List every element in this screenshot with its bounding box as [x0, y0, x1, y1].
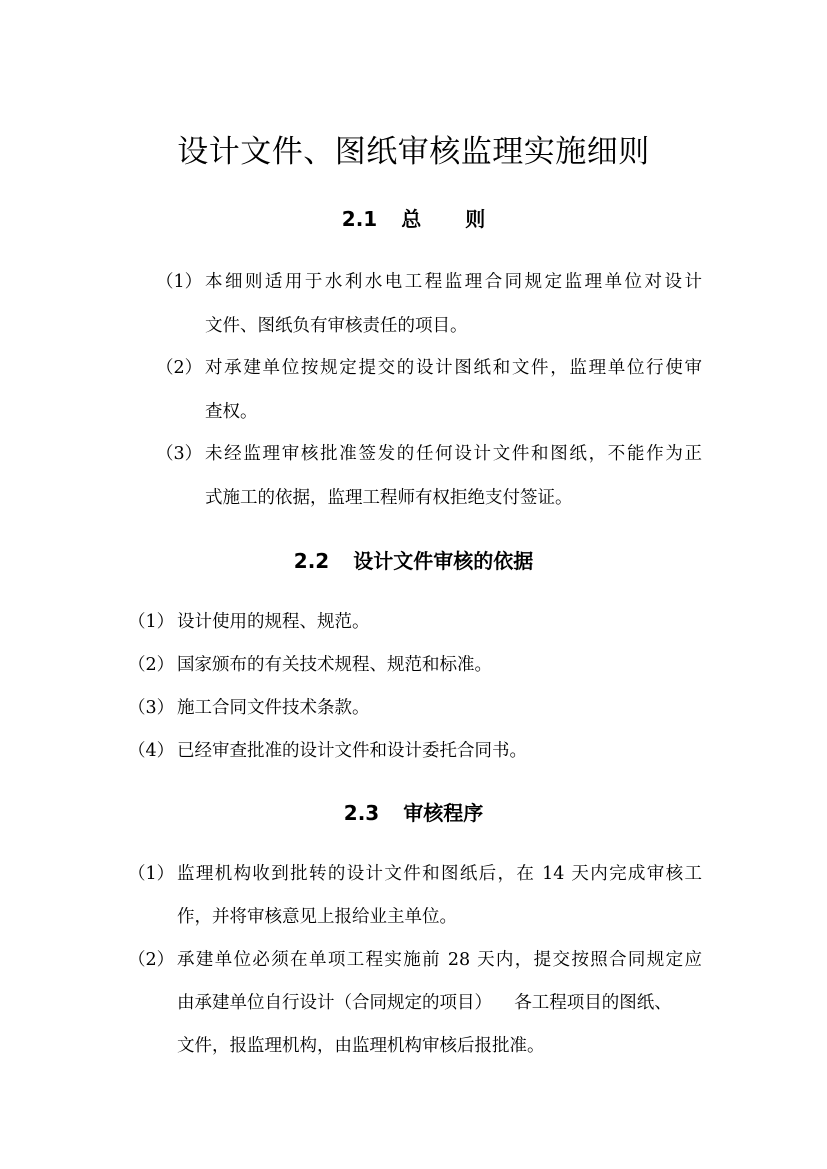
- section-heading-2-1: [0, 204, 827, 234]
- section-title: 审核程序: [403, 801, 484, 825]
- item-text-line: 本细则适用于水利水电工程监理合同规定监理单位对设计: [205, 272, 702, 292]
- item-text-line: 由承建单位自行设计（合同规定的项目） 各工程项目的图纸、: [177, 993, 672, 1013]
- item-text-line: 施工合同文件技术条款。: [177, 698, 370, 718]
- document-title: 设计文件、图纸审核监理实施细则: [177, 134, 650, 170]
- section-title: 总则: [401, 207, 530, 231]
- item-marker: （2）: [156, 358, 203, 378]
- item-text-line: 承建单位必须在单项工程实施前 28 天内，提交按照合同规定应: [177, 950, 702, 970]
- item-marker: （3）: [128, 698, 175, 718]
- section-heading-2-3: [0, 798, 827, 828]
- item-marker: （1）: [128, 864, 175, 884]
- item-marker: （3）: [156, 444, 203, 464]
- section-number: 2.2: [293, 549, 330, 573]
- item-marker: （1）: [128, 612, 175, 632]
- item-marker: （1）: [156, 272, 203, 292]
- item-text-line: 监理机构收到批转的设计文件和图纸后，在 14 天内完成审核工: [177, 864, 702, 884]
- item-marker: （2）: [128, 950, 175, 970]
- item-text-line: 国家颁布的有关技术规程、规范和标准。: [177, 655, 492, 675]
- item-text-line: 设计使用的规程、规范。: [177, 612, 370, 632]
- item-marker: （2）: [128, 655, 175, 675]
- item-marker: （4）: [128, 741, 175, 761]
- item-text-line: 文件，报监理机构，由监理机构审核后报批准。: [177, 1036, 545, 1056]
- section-number: 2.3: [343, 801, 380, 825]
- item-text-line: 作，并将审核意见上报给业主单位。: [177, 907, 457, 927]
- item-text-line: 未经监理审核批准签发的任何设计文件和图纸，不能作为正: [205, 444, 702, 464]
- section-number: 2.1: [341, 207, 378, 231]
- section-heading-2-2: [0, 546, 827, 576]
- item-text-line: 已经审查批准的设计文件和设计委托合同书。: [177, 741, 527, 761]
- item-text-line: 查权。: [205, 402, 258, 422]
- item-text-line: 对承建单位按规定提交的设计图纸和文件，监理单位行使审: [205, 358, 702, 378]
- section-title: 设计文件审核的依据: [353, 549, 534, 573]
- item-text-line: 式施工的依据，监理工程师有权拒绝支付签证。: [205, 488, 573, 508]
- item-text-line: 文件、图纸负有审核责任的项目。: [205, 316, 468, 336]
